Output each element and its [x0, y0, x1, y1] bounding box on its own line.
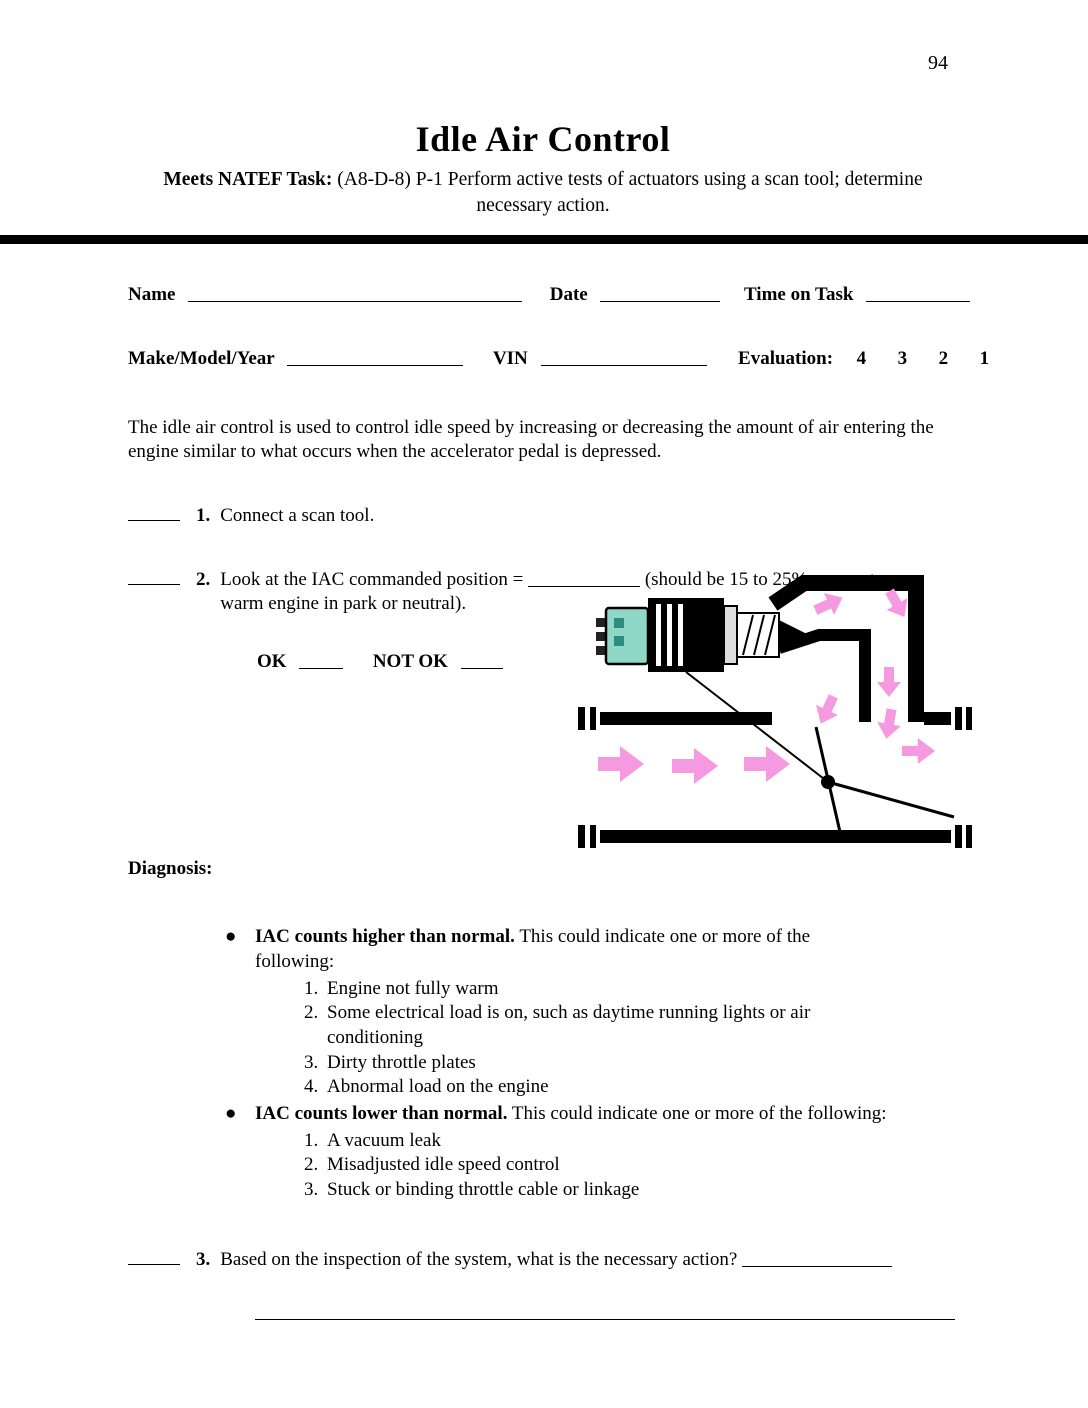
bullet-high-rest: This could indicate one or more of the following:	[255, 926, 811, 972]
form-row-vehicle	[128, 346, 990, 372]
bullet-low-rest: This could indicate one or more of the following:	[511, 1103, 887, 1125]
step-2-number: 2.	[196, 568, 211, 590]
evaluation-value-1: 1	[979, 347, 990, 369]
iac-diagram	[576, 570, 976, 860]
step-2-check-blank	[128, 565, 180, 585]
make-model-year-blank	[287, 346, 463, 366]
step-2-text-after: (should be 15 to 25% or counts on a warm engine in park or neutral).	[220, 568, 920, 615]
page-number: 94	[928, 52, 948, 74]
step-3-text-wrap	[220, 1247, 958, 1273]
intro-paragraph: The idle air control is used to control idle speed by increasing or decreasing the amount of air entering the engine similar to what occurs when the accelerator pedal is depressed.	[128, 416, 934, 463]
bullet-icon: ●	[225, 926, 237, 948]
step-1-number: 1.	[196, 504, 211, 526]
bullet-low-lead: IAC counts lower than normal.	[255, 1103, 508, 1125]
step-2-text-before: Look at the IAC commanded position =	[220, 568, 524, 590]
ok-blank	[299, 649, 343, 669]
form-row-name-date-time	[128, 282, 958, 308]
list-item: 3. Dirty throttle plates	[323, 1051, 815, 1076]
bullet-high-body	[255, 925, 887, 1102]
divider-bar	[0, 235, 1088, 244]
answer-continuation-line	[255, 1318, 955, 1320]
evaluation-value-4: 4	[856, 347, 867, 369]
throttle-bore-walls	[578, 707, 972, 848]
list-item: 4. Abnormal load on the engine	[323, 1075, 815, 1100]
evaluation-value-3: 3	[897, 347, 908, 369]
step-1-text: Connect a scan tool.	[220, 504, 375, 526]
time-on-task-label: Time on Task	[743, 284, 854, 306]
vin-blank	[541, 346, 707, 366]
list-item: 2. Misadjusted idle speed control	[323, 1153, 815, 1178]
natef-task	[128, 167, 958, 220]
diagnosis-bullet-high	[225, 925, 887, 1102]
bullet-low-items	[255, 1129, 815, 1203]
not-ok-blank	[461, 649, 503, 669]
not-ok-label: NOT OK	[372, 650, 448, 672]
bullet-low-body	[255, 1102, 887, 1205]
throttle-pivot	[821, 775, 835, 789]
bullet-high-items	[255, 977, 815, 1100]
bullet-icon: ●	[225, 1103, 237, 1125]
name-label: Name	[128, 284, 176, 306]
natef-task-label: Meets NATEF Task:	[163, 168, 333, 190]
necessary-action-blank	[742, 1247, 892, 1267]
step-1	[128, 501, 958, 529]
page-title: Idle Air Control	[415, 119, 671, 159]
diagnosis-bullet-low	[225, 1102, 887, 1205]
evaluation-label: Evaluation:	[738, 347, 834, 369]
bullet-high-lead: IAC counts higher than normal.	[255, 926, 515, 948]
date-label: Date	[549, 284, 588, 306]
vin-label: VIN	[492, 347, 528, 369]
diagnosis-list	[225, 925, 887, 1205]
date-blank	[600, 282, 720, 302]
natef-task-text-line1: (A8-D-8) P-1 Perform active tests of actuators using a scan tool; determine	[337, 168, 923, 190]
step-3-number: 3.	[196, 1248, 211, 1270]
list-item: 3. Stuck or binding throttle cable or linkage	[323, 1178, 815, 1203]
list-item: 2. Some electrical load is on, such as daytime running lights or air conditioning	[323, 1001, 815, 1050]
ok-label: OK	[257, 650, 287, 672]
make-model-year-label: Make/Model/Year	[128, 347, 275, 369]
diagnosis-heading: Diagnosis:	[128, 857, 213, 879]
step-1-check-blank	[128, 501, 180, 521]
list-item: 1. A vacuum leak	[323, 1129, 815, 1154]
natef-task-text-line2: necessary action.	[476, 195, 610, 217]
evaluation-value-2: 2	[938, 347, 949, 369]
step-3-text: Based on the inspection of the system, what is the necessary action?	[220, 1248, 738, 1270]
step-3-check-blank	[128, 1245, 180, 1265]
electrical-connector	[606, 608, 648, 664]
step-3	[128, 1245, 958, 1273]
valve-collar	[724, 606, 737, 664]
list-item: 1. Engine not fully warm	[323, 977, 815, 1002]
time-on-task-blank	[866, 282, 970, 302]
name-blank	[188, 282, 522, 302]
